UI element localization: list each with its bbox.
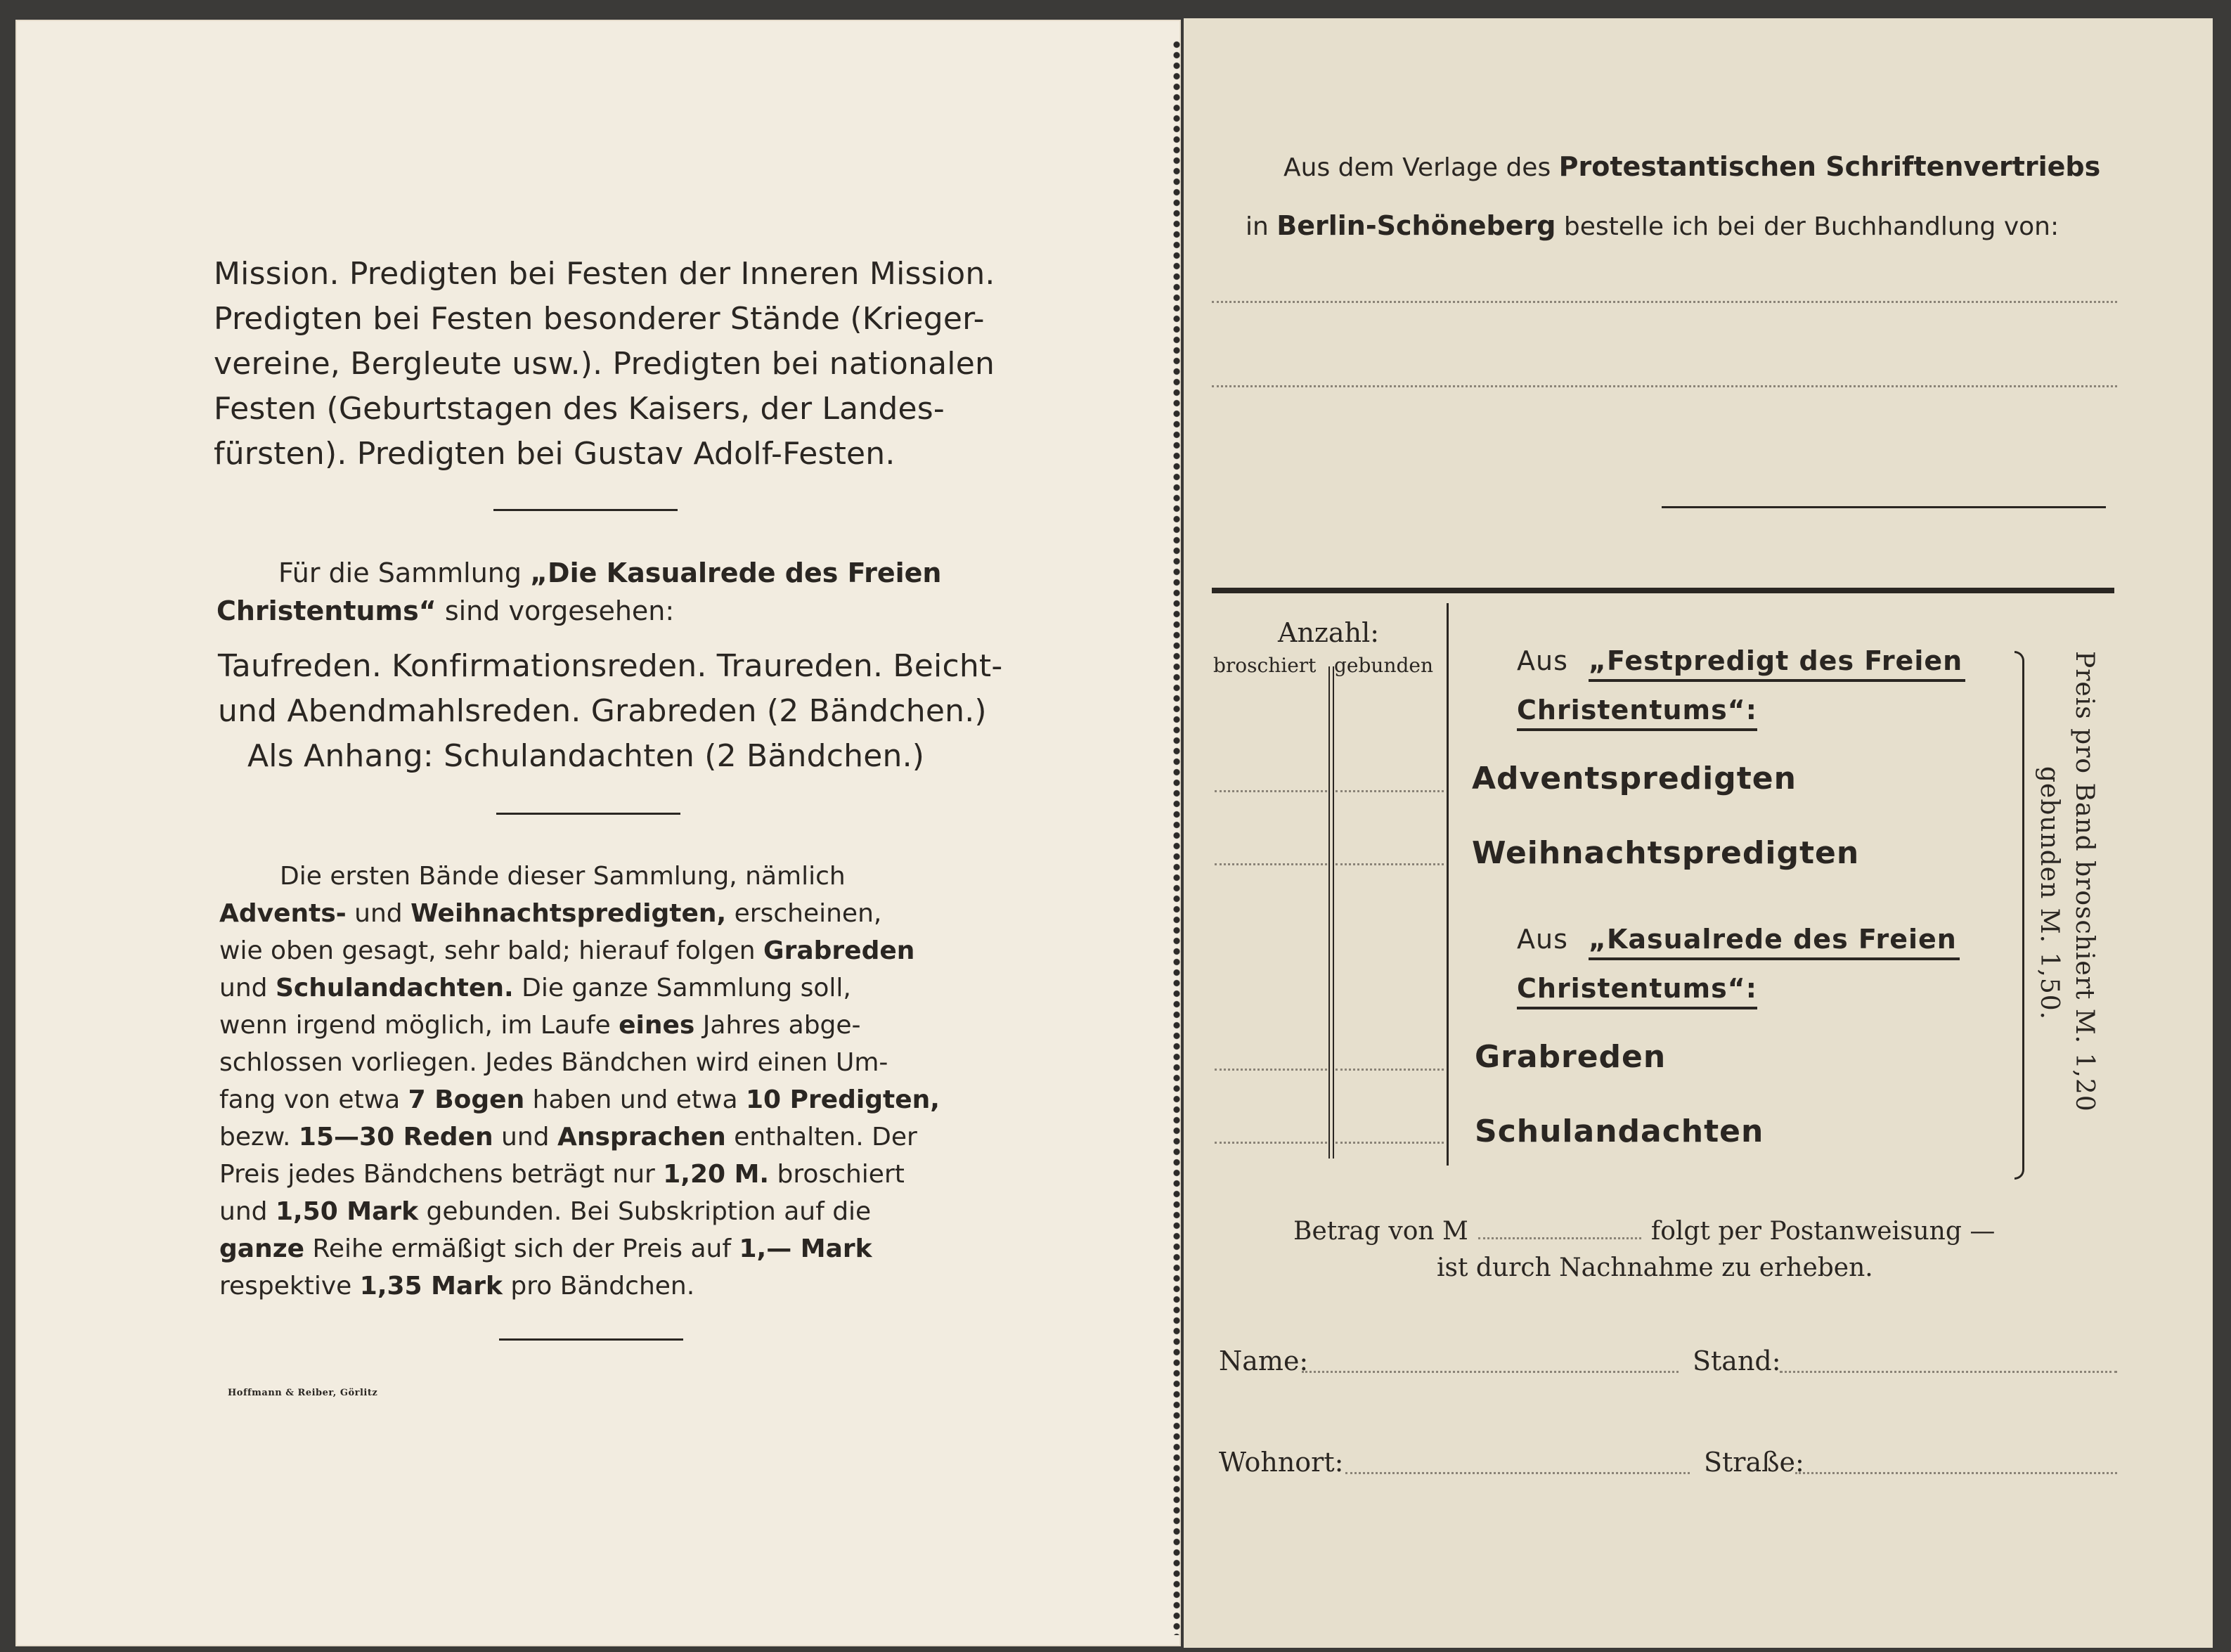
qty-broschiert-schulandachten[interactable] (1215, 1142, 1327, 1144)
bookshop-line-1[interactable] (1212, 301, 2117, 303)
text-bold: Berlin-Schöneberg (1276, 210, 1556, 241)
series-1-label-2 (1517, 695, 1757, 725)
qty-gebunden-advent[interactable] (1336, 790, 1444, 792)
text: folgt per Postanweisung — (1650, 1217, 1996, 1246)
text: Aus (1517, 645, 1568, 676)
divider (499, 1338, 683, 1341)
text-bold: eines (619, 1011, 695, 1040)
text: respektive (219, 1272, 360, 1301)
paragraph-baende (219, 858, 940, 1305)
text: enthalten. Der (725, 1123, 917, 1151)
stand-field[interactable] (1780, 1371, 2117, 1373)
item-grabreden: Grabreden (1475, 1039, 1667, 1075)
text: erscheinen, (726, 899, 882, 928)
text: in (1246, 212, 1277, 241)
series-2-label-2 (1517, 973, 1757, 1004)
qty-gebunden-schulandachten[interactable] (1336, 1142, 1444, 1144)
text-bold: 7 Bogen (408, 1085, 525, 1114)
anzahl-label: Anzahl: (1278, 617, 1380, 648)
table-top-rule (1212, 588, 2114, 593)
text: broschiert (769, 1160, 905, 1189)
text-line: vereine, Bergleute usw.). Predigten bei nationalen (214, 346, 995, 382)
stand-label: Stand: (1693, 1346, 1781, 1376)
column-gebunden: gebunden (1334, 654, 1434, 677)
text-bold: 1,50 Mark (275, 1197, 419, 1226)
wohnort-field[interactable] (1345, 1472, 1690, 1474)
text-bold: Christentums“ (216, 595, 436, 626)
series-2-label (1517, 924, 1960, 955)
text-line: schlossen vorliegen. Jedes Bändchen wird einen Um- (219, 1048, 888, 1077)
perforation (1172, 39, 1182, 1635)
text-bold: Grabreden (763, 936, 915, 965)
paragraph-reden (218, 644, 1002, 779)
divider (496, 813, 680, 815)
text-bold: Weihnachtspredigten, (410, 899, 727, 928)
price-note-2 (2035, 766, 2064, 1020)
column-rule (1333, 666, 1334, 1159)
text: wenn irgend möglich, im Laufe (219, 1011, 619, 1040)
text: fang von etwa (219, 1085, 408, 1114)
text: pro Bändchen. (502, 1272, 695, 1301)
payment-note (1293, 1213, 1995, 1286)
series-title: „Kasualrede des Freien (1589, 924, 1960, 960)
text: wie oben gesagt, sehr bald; hierauf folgen (219, 936, 764, 965)
text-line: ist durch Nachnahme zu erheben. (1437, 1253, 1873, 1282)
text-line: fürsten). Predigten bei Gustav Adolf-Festen. (214, 436, 895, 472)
text: und (219, 1197, 276, 1226)
strasse-field[interactable] (1795, 1472, 2117, 1474)
text-bold: 1,— Mark (739, 1234, 872, 1263)
strasse-label: Straße: (1704, 1447, 1804, 1478)
item-schulandachten: Schulandachten (1475, 1114, 1764, 1149)
name-field[interactable] (1302, 1371, 1679, 1373)
qty-broschiert-weihnacht[interactable] (1215, 863, 1327, 865)
order-form-card (1184, 18, 2213, 1648)
text-bold: Protestantischen Schriftenvertriebs (1558, 151, 2101, 182)
text-bold: „Die Kasualrede des Freien (530, 557, 942, 588)
bookshop-line-2[interactable] (1212, 385, 2117, 387)
text-bold: 1,35 Mark (359, 1272, 503, 1301)
text-bold: 15—30 Reden (298, 1123, 493, 1151)
left-page (15, 20, 1181, 1646)
text-line: Die ersten Bände dieser Sammlung, nämlich (280, 862, 846, 891)
wohnort-label: Wohnort: (1219, 1447, 1344, 1478)
qty-broschiert-advent[interactable] (1215, 790, 1327, 792)
text-bold: 10 Predigten, (745, 1085, 940, 1114)
text: bezw. (219, 1123, 299, 1151)
qty-broschiert-grabreden[interactable] (1215, 1069, 1327, 1071)
qty-gebunden-grabreden[interactable] (1336, 1069, 1444, 1071)
text: und (493, 1123, 557, 1151)
divider (493, 509, 678, 511)
column-rule (1447, 603, 1449, 1166)
text: Aus dem Verlage des (1283, 153, 1559, 182)
text-bold: ganze (219, 1234, 305, 1263)
text-line: Predigten bei Festen besonderer Stände (Krieger- (214, 301, 985, 337)
series-title: Christentums“: (1517, 973, 1757, 1009)
text: Jahres abge- (694, 1011, 861, 1040)
form-header (1246, 138, 2101, 256)
item-adventspredigten: Adventspredigten (1472, 761, 1797, 796)
amount-field[interactable] (1478, 1237, 1641, 1239)
signature-line[interactable] (1662, 506, 2106, 508)
text: Für die Sammlung (278, 557, 531, 588)
text-line: Mission. Predigten bei Festen der Inneren Mission. (214, 256, 995, 292)
bracket (2015, 651, 2024, 1180)
text: gebunden M. 1,50. (2035, 766, 2064, 1021)
item-weihnachtspredigten: Weihnachtspredigten (1472, 835, 1860, 871)
text-line: Taufreden. Konfirmationsreden. Traureden. Beicht- (218, 648, 1003, 684)
text-bold: Advents- (219, 899, 347, 928)
text: haben und etwa (524, 1085, 746, 1114)
text: sind vorgesehen: (436, 595, 675, 626)
text-line: Als Anhang: Schulandachten (2 Bändchen.) (247, 738, 925, 774)
paragraph-festpredigten (214, 252, 995, 477)
text: und (346, 899, 411, 928)
series-title: „Festpredigt des Freien (1589, 645, 1965, 682)
text: bestelle ich bei der Buchhandlung von: (1556, 212, 2059, 241)
paragraph-kasualrede (216, 554, 941, 630)
text: und (219, 974, 276, 1002)
column-broschiert: broschiert (1213, 654, 1317, 677)
printer-imprint: Hoffmann & Reiber, Görlitz (228, 1388, 378, 1398)
series-title: Christentums“: (1517, 695, 1757, 731)
text: Die ganze Sammlung soll, (513, 974, 851, 1002)
text-line: und Abendmahlsreden. Grabreden (2 Bändchen.) (218, 693, 987, 729)
column-rule (1328, 666, 1330, 1159)
text-bold: 1,20 M. (663, 1160, 770, 1189)
text: Reihe ermäßigt sich der Preis auf (304, 1234, 739, 1263)
text: Betrag von M (1293, 1217, 1468, 1246)
qty-gebunden-weihnacht[interactable] (1336, 863, 1444, 865)
text: Aus (1517, 924, 1568, 955)
price-note: Preis pro Band broschiert M. 1,20 (2070, 651, 2099, 1112)
text-bold: Schulandachten. (275, 974, 514, 1002)
name-label: Name: (1219, 1346, 1309, 1376)
text: Preis jedes Bändchens beträgt nur (219, 1160, 664, 1189)
text-bold: Ansprachen (557, 1123, 726, 1151)
text-line: Festen (Geburtstagen des Kaisers, der Landes- (214, 391, 945, 427)
series-1-label (1517, 645, 1965, 676)
text: gebunden. Bei Subskription auf die (418, 1197, 872, 1226)
